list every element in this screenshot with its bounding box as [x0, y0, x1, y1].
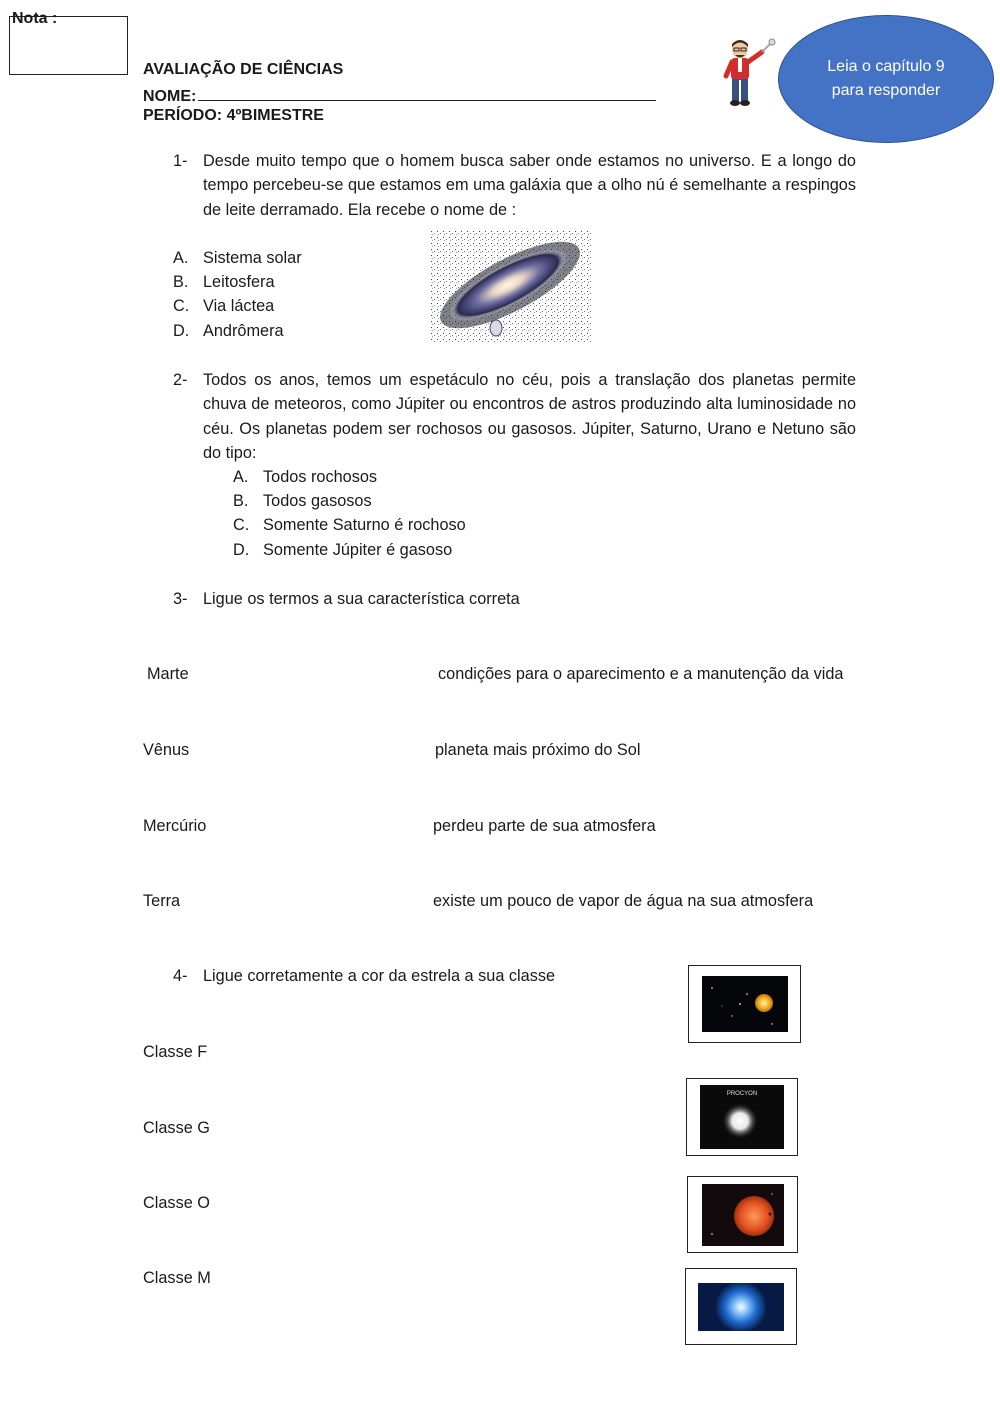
name-field[interactable] [198, 84, 656, 101]
exam-title: AVALIAÇÃO DE CIÊNCIAS [143, 61, 344, 78]
q4-number: 4- [173, 967, 188, 985]
q2-option-d[interactable]: D. Somente Júpiter é gasoso [233, 540, 453, 559]
q1-option-b[interactable]: B. Leitosfera [173, 273, 275, 292]
star-image-white[interactable] [686, 1078, 798, 1156]
name-row [143, 84, 656, 106]
q1-option-a[interactable]: A. Sistema solar [173, 249, 302, 267]
q3-term-1[interactable]: Marte [147, 665, 189, 683]
q2-text: Todos os anos, temos um espetáculo no céu, pois a translação dos planetas permite chuva de meteoros, como Júpiter ou encontros de astros produzindo alta luminosidade no céu. Os planetas podem ser rochosos ou gasosos. Júpiter, Saturno, Urano e Netuno são do tipo: [203, 371, 856, 463]
star-image-yellow[interactable] [688, 965, 801, 1043]
star-image-blue[interactable] [685, 1268, 797, 1345]
q4-class-1[interactable]: Classe F [143, 1043, 208, 1061]
q2-number: 2- [173, 371, 188, 389]
q3-characteristic-1[interactable]: condições para o aparecimento e a manutenção da vida [438, 665, 844, 683]
q4-class-4[interactable]: Classe M [143, 1269, 211, 1287]
q2-options [233, 465, 466, 562]
q1-options [173, 246, 302, 343]
q3-characteristic-2[interactable]: planeta mais próximo do Sol [435, 741, 641, 759]
bubble-line-1: Leia o capítulo 9 [827, 58, 945, 75]
q3-term-2[interactable]: Vênus [143, 741, 190, 759]
q3-term-3[interactable]: Mercúrio [143, 817, 207, 835]
q2-option-b[interactable]: B. Todos gasosos [233, 492, 372, 511]
q3-term-4[interactable]: Terra [143, 892, 181, 910]
q1-option-c[interactable]: C. Via láctea [173, 297, 275, 316]
q3-characteristic-4[interactable]: existe um pouco de vapor de água na sua atmosfera [433, 892, 814, 910]
q1-text: Desde muito tempo que o homem busca saber onde estamos no universo. E a longo do tempo percebeu-se que estamos em uma galáxia que a olho nú é semelhante a respingos de leite derramado. Ela recebe o nome de : [203, 152, 856, 219]
q2-option-a[interactable]: A. Todos rochosos [233, 468, 378, 486]
q1-option-d[interactable]: D. Andrômera [173, 321, 284, 340]
procyon-label: PROCYON [726, 1091, 758, 1097]
galaxy-image [430, 230, 592, 342]
q4-class-2[interactable]: Classe G [143, 1119, 210, 1137]
bubble-line-2: para responder [831, 82, 941, 99]
star-image-red[interactable] [687, 1176, 798, 1253]
q4-class-3[interactable]: Classe O [143, 1194, 210, 1212]
name-label: NOME: [143, 88, 197, 105]
q1-number: 1- [173, 152, 188, 170]
q4-text: Ligue corretamente a cor da estrela a sua classe [203, 967, 556, 985]
q3-number: 3- [173, 590, 188, 608]
speech-bubble [778, 15, 994, 143]
grade-label: Nota : [12, 10, 58, 27]
q3-text: Ligue os termos a sua característica correta [203, 590, 520, 608]
period-label: PERÍODO: 4ºBIMESTRE [143, 107, 324, 124]
teacher-avatar [720, 38, 782, 108]
q3-characteristic-3[interactable]: perdeu parte de sua atmosfera [433, 817, 656, 835]
q2-option-c[interactable]: C. Somente Saturno é rochoso [233, 516, 466, 535]
